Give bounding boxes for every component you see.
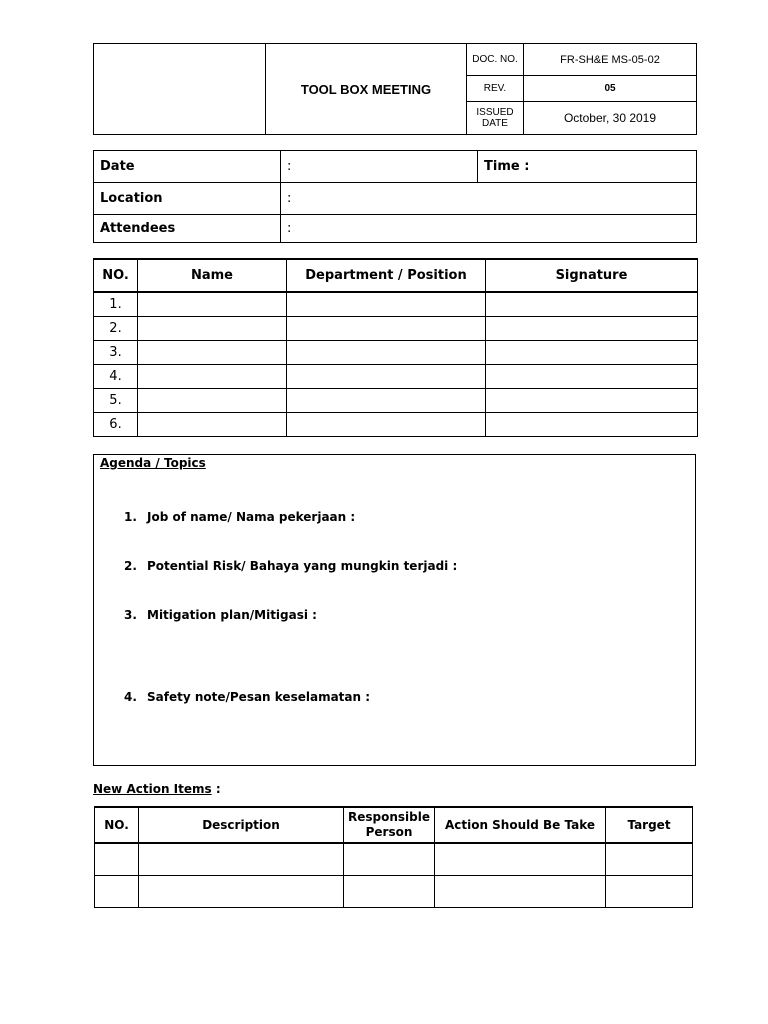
- column-header: Signature: [486, 259, 698, 292]
- meeting-info-table: [93, 150, 697, 243]
- name-cell[interactable]: [138, 292, 287, 316]
- agenda-item-number: 1.: [124, 510, 137, 524]
- attendance-header-row: [94, 259, 698, 292]
- issued-date-label: ISSUED DATE: [467, 102, 524, 135]
- new-action-items-title: New Action Items: [93, 782, 212, 796]
- agenda-item: [124, 559, 457, 573]
- agenda-title: Agenda / Topics: [100, 456, 206, 470]
- description-cell[interactable]: [139, 875, 344, 907]
- signature-cell[interactable]: [486, 292, 698, 316]
- department-cell[interactable]: [287, 316, 486, 340]
- row-number: 5.: [94, 388, 138, 412]
- agenda-item-text: Safety note/Pesan keselamatan :: [147, 690, 371, 704]
- doc-no-label: DOC. NO.: [467, 44, 524, 76]
- signature-cell[interactable]: [486, 364, 698, 388]
- doc-no-value: FR-SH&E MS-05-02: [524, 44, 697, 76]
- department-cell[interactable]: [287, 340, 486, 364]
- agenda-item-number: 4.: [124, 690, 137, 704]
- name-cell[interactable]: [138, 364, 287, 388]
- issued-date-value: October, 30 2019: [524, 102, 697, 135]
- no-cell[interactable]: [95, 875, 139, 907]
- agenda-item-text: Mitigation plan/Mitigasi :: [147, 608, 317, 622]
- table-row: [94, 340, 698, 364]
- rev-value: 05: [524, 76, 697, 102]
- column-header: NO.: [94, 259, 138, 292]
- action-cell[interactable]: [435, 843, 606, 875]
- name-cell[interactable]: [138, 316, 287, 340]
- signature-cell[interactable]: [486, 412, 698, 436]
- department-cell[interactable]: [287, 292, 486, 316]
- table-row: [95, 843, 693, 875]
- column-header: Description: [139, 807, 344, 843]
- location-field[interactable]: :: [281, 183, 697, 215]
- table-row: [94, 388, 698, 412]
- row-number: 2.: [94, 316, 138, 340]
- signature-cell[interactable]: [486, 340, 698, 364]
- logo-area: [94, 44, 266, 135]
- department-cell[interactable]: [287, 388, 486, 412]
- time-field[interactable]: Time :: [478, 151, 697, 183]
- department-cell[interactable]: [287, 364, 486, 388]
- agenda-item-number: 2.: [124, 559, 137, 573]
- agenda-box: [93, 454, 696, 766]
- new-action-items-heading: [93, 782, 221, 796]
- rev-label: REV.: [467, 76, 524, 102]
- description-cell[interactable]: [139, 843, 344, 875]
- column-header: Responsible Person: [344, 807, 435, 843]
- row-number: 1.: [94, 292, 138, 316]
- column-header: Department / Position: [287, 259, 486, 292]
- row-number: 4.: [94, 364, 138, 388]
- table-row: [95, 875, 693, 907]
- heading-colon: :: [211, 782, 221, 796]
- agenda-item: [124, 510, 355, 524]
- name-cell[interactable]: [138, 388, 287, 412]
- column-header: Action Should Be Take: [435, 807, 606, 843]
- attendees-label: Attendees: [94, 215, 281, 243]
- agenda-item-text: Job of name/ Nama pekerjaan :: [147, 510, 356, 524]
- attendance-table: [93, 258, 698, 437]
- attendees-field[interactable]: :: [281, 215, 697, 243]
- column-header: Target: [606, 807, 693, 843]
- responsible-person-cell[interactable]: [344, 843, 435, 875]
- table-row: [94, 292, 698, 316]
- location-label: Location: [94, 183, 281, 215]
- target-cell[interactable]: [606, 875, 693, 907]
- agenda-item: [124, 690, 370, 704]
- name-cell[interactable]: [138, 340, 287, 364]
- column-header: Name: [138, 259, 287, 292]
- form-title: TOOL BOX MEETING: [266, 44, 467, 135]
- name-cell[interactable]: [138, 412, 287, 436]
- date-field[interactable]: :: [281, 151, 478, 183]
- agenda-item: [124, 608, 317, 622]
- agenda-item-number: 3.: [124, 608, 137, 622]
- table-row: [94, 364, 698, 388]
- signature-cell[interactable]: [486, 388, 698, 412]
- department-cell[interactable]: [287, 412, 486, 436]
- table-row: [94, 316, 698, 340]
- new-action-items-table: [94, 806, 693, 908]
- responsible-person-cell[interactable]: [344, 875, 435, 907]
- target-cell[interactable]: [606, 843, 693, 875]
- agenda-item-text: Potential Risk/ Bahaya yang mungkin terjadi :: [147, 559, 458, 573]
- table-row: [94, 412, 698, 436]
- date-label: Date: [94, 151, 281, 183]
- row-number: 3.: [94, 340, 138, 364]
- signature-cell[interactable]: [486, 316, 698, 340]
- row-number: 6.: [94, 412, 138, 436]
- no-cell[interactable]: [95, 843, 139, 875]
- action-cell[interactable]: [435, 875, 606, 907]
- action-items-header-row: [95, 807, 693, 843]
- document-header: [93, 43, 697, 135]
- column-header: NO.: [95, 807, 139, 843]
